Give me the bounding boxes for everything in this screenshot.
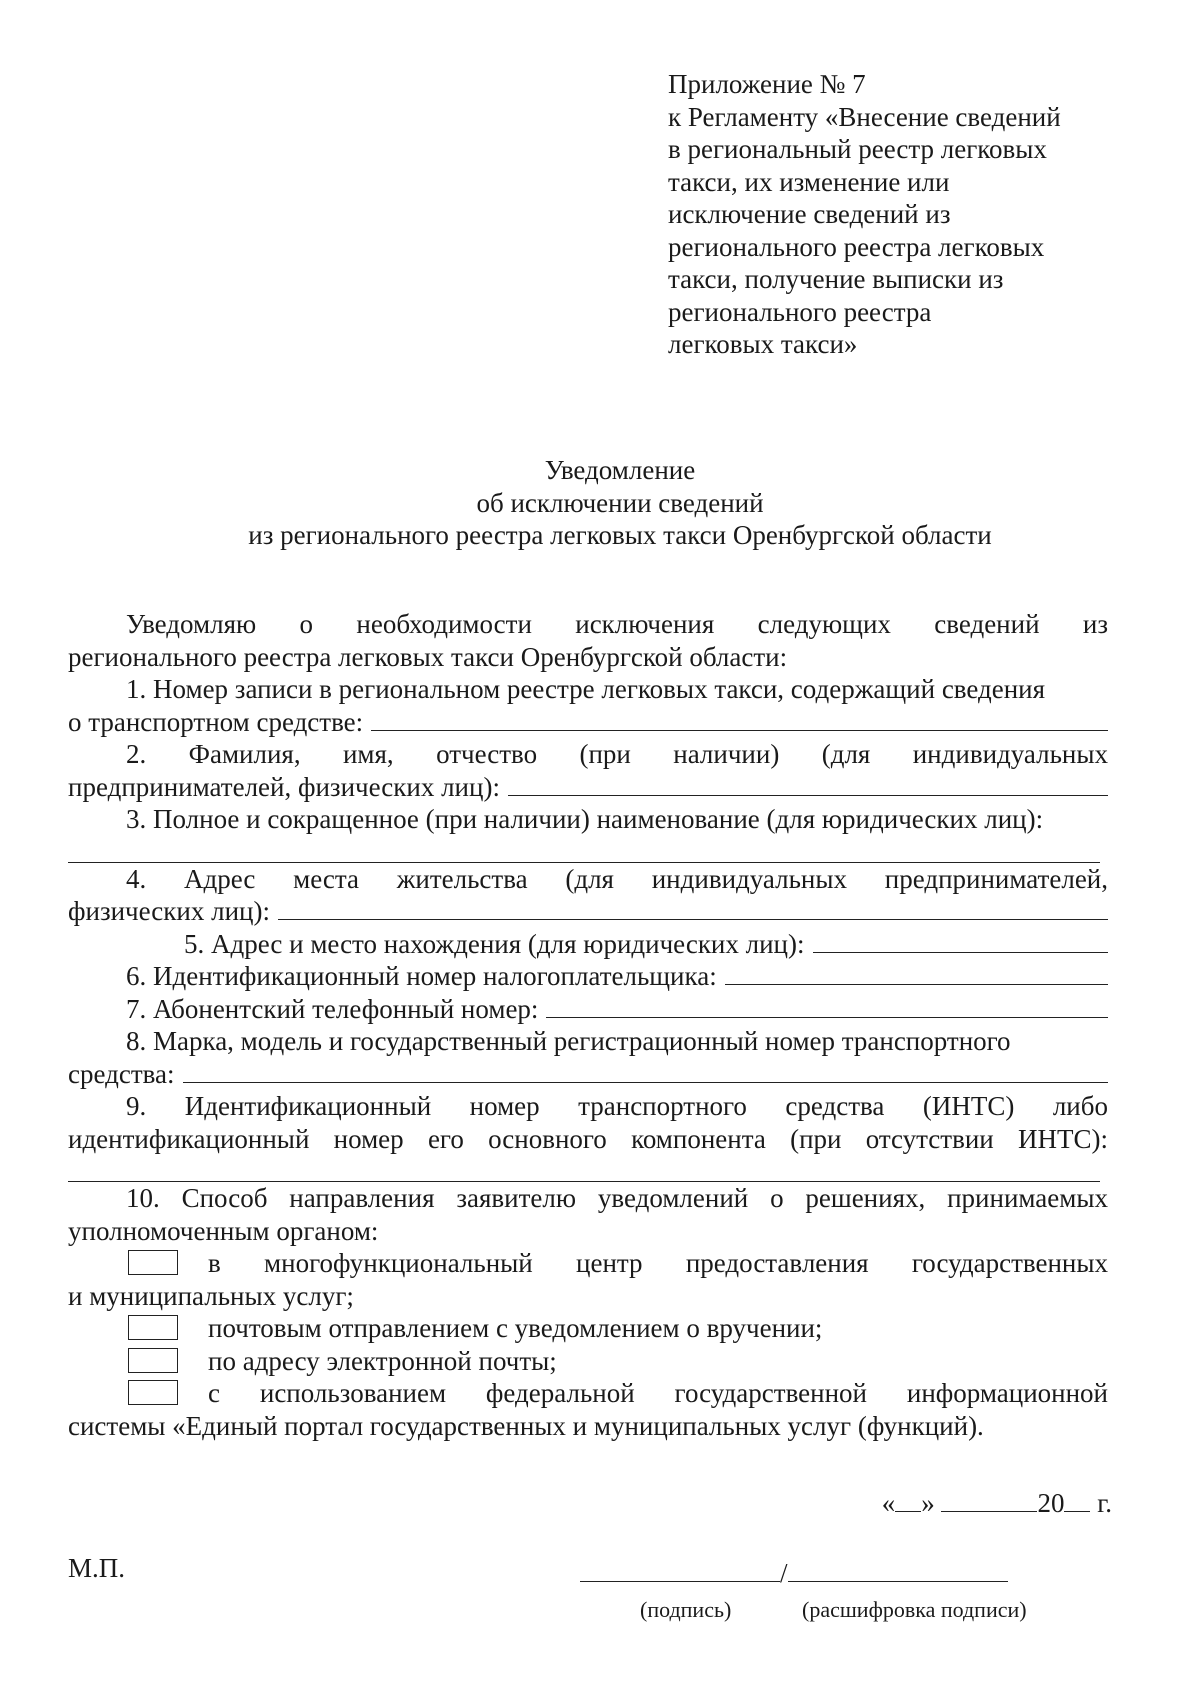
signature-caption: (подпись) bbox=[640, 1597, 732, 1622]
option-post bbox=[68, 1312, 1108, 1345]
item-2-line-1: 2. Фамилия, имя, отчество (при наличии) (для индивидуальных bbox=[126, 739, 1108, 769]
item-3-blank[interactable] bbox=[68, 836, 1100, 863]
document-body bbox=[68, 608, 1108, 1442]
item-1-label: о транспортном средстве: bbox=[68, 706, 364, 737]
option-epgu-checkbox[interactable] bbox=[128, 1380, 178, 1405]
item-10-line-1: 10. Способ направления заявителю уведомлений о решениях, принимаемых bbox=[126, 1183, 1108, 1213]
appendix-line: исключение сведений из bbox=[668, 199, 951, 229]
option-mfc bbox=[68, 1247, 1108, 1280]
item-2-field bbox=[68, 771, 1108, 804]
option-post-checkbox[interactable] bbox=[128, 1315, 178, 1340]
item-6-field bbox=[68, 960, 1108, 993]
item-1-line-1: 1. Номер записи в региональном реестре легковых такси, содержащий сведения bbox=[126, 674, 1046, 704]
appendix-line: такси, их изменение или bbox=[668, 166, 950, 197]
item-5-label: 5. Адрес и место нахождения (для юридических лиц): bbox=[184, 928, 805, 959]
option-post-label: почтовым отправлением с уведомлением о вручении; bbox=[208, 1313, 823, 1343]
date-close-quote: » bbox=[921, 1488, 935, 1518]
option-mfc-label-cont: и муниципальных услуг; bbox=[68, 1280, 354, 1311]
option-mfc-label: в многофункциональный центр предоставления государственных bbox=[208, 1248, 1108, 1278]
item-1-field bbox=[68, 706, 1108, 739]
option-epgu bbox=[68, 1377, 1108, 1410]
item-1-blank[interactable] bbox=[371, 708, 1108, 731]
appendix-line: Приложение № 7 bbox=[668, 69, 866, 99]
appendix-line: регионального реестра легковых bbox=[668, 231, 1045, 262]
item-2-label: предпринимателей, физических лиц): bbox=[68, 771, 500, 802]
item-6-label: 6. Идентификационный номер налогоплательщика: bbox=[126, 961, 717, 991]
item-7-field bbox=[68, 993, 1108, 1026]
title-line-3: из регионального реестра легковых такси Оренбургской области bbox=[248, 520, 992, 550]
intro-line-2: регионального реестра легковых такси Оренбургской области: bbox=[68, 641, 788, 672]
item-9-line-1: 9. Идентификационный номер транспортного средства (ИНТС) либо bbox=[126, 1091, 1108, 1121]
document-title bbox=[0, 454, 1200, 552]
appendix-line: такси, получение выписки из bbox=[668, 264, 1004, 294]
intro-line-1: Уведомляю о необходимости исключения следующих сведений из bbox=[126, 609, 1108, 639]
option-email bbox=[68, 1345, 1108, 1378]
item-8-line-1: 8. Марка, модель и государственный регистрационный номер транспортного bbox=[126, 1026, 1011, 1056]
item-4-field bbox=[68, 895, 1108, 928]
item-3-line-1: 3. Полное и сокращенное (при наличии) наименование (для юридических лиц): bbox=[126, 804, 1044, 834]
signature-line[interactable] bbox=[580, 1553, 780, 1582]
item-5-blank[interactable] bbox=[813, 930, 1109, 953]
item-4-blank[interactable] bbox=[278, 897, 1108, 920]
signature-decoding-line[interactable] bbox=[788, 1553, 1008, 1582]
item-8-label: средства: bbox=[68, 1058, 175, 1089]
decoding-caption: (расшифровка подписи) bbox=[802, 1597, 1027, 1622]
item-4-line-1: 4. Адрес места жительства (для индивидуальных предпринимателей, bbox=[126, 863, 1108, 894]
date-open-quote: « bbox=[881, 1488, 896, 1518]
date-year-suffix: г. bbox=[1097, 1488, 1112, 1518]
date-year-blank[interactable] bbox=[1064, 1489, 1090, 1512]
option-epgu-label-cont: системы «Единый портал государственных и муниципальных услуг (функций). bbox=[68, 1410, 984, 1441]
item-8-blank[interactable] bbox=[183, 1060, 1108, 1083]
title-line-2: об исключении сведений bbox=[476, 487, 764, 518]
date-day-blank[interactable] bbox=[895, 1489, 921, 1512]
signature-slash: / bbox=[780, 1558, 788, 1588]
option-email-label: по адресу электронной почты; bbox=[208, 1345, 557, 1376]
option-mfc-checkbox[interactable] bbox=[128, 1250, 178, 1275]
option-email-checkbox[interactable] bbox=[128, 1348, 178, 1373]
option-epgu-label: с использованием федеральной государственной информационной bbox=[208, 1378, 1108, 1408]
item-5-field bbox=[68, 928, 1108, 961]
item-4-label: физических лиц): bbox=[68, 896, 270, 926]
appendix-line: регионального реестра bbox=[668, 296, 932, 327]
title-line-1: Уведомление bbox=[544, 455, 696, 485]
date-field bbox=[882, 1488, 1112, 1519]
item-10-line-2: уполномоченным органом: bbox=[68, 1215, 379, 1246]
item-8-field bbox=[68, 1058, 1108, 1091]
appendix-header bbox=[668, 68, 1138, 361]
item-7-blank[interactable] bbox=[546, 995, 1108, 1018]
item-9-line-2: идентификационный номер его основного компонента (при отсутствии ИНТС): bbox=[68, 1123, 1108, 1154]
appendix-line: к Регламенту «Внесение сведений bbox=[668, 101, 1061, 132]
stamp-place: М.П. bbox=[68, 1553, 126, 1583]
date-month-blank[interactable] bbox=[941, 1489, 1037, 1512]
item-6-blank[interactable] bbox=[725, 962, 1108, 985]
date-year-prefix: 20 bbox=[1037, 1488, 1065, 1518]
item-2-blank[interactable] bbox=[508, 773, 1108, 796]
item-9-blank[interactable] bbox=[68, 1155, 1100, 1182]
appendix-line: легковых такси» bbox=[668, 329, 858, 359]
item-7-label: 7. Абонентский телефонный номер: bbox=[126, 993, 539, 1024]
signature-block bbox=[580, 1553, 1020, 1589]
appendix-line: в региональный реестр легковых bbox=[668, 134, 1047, 164]
